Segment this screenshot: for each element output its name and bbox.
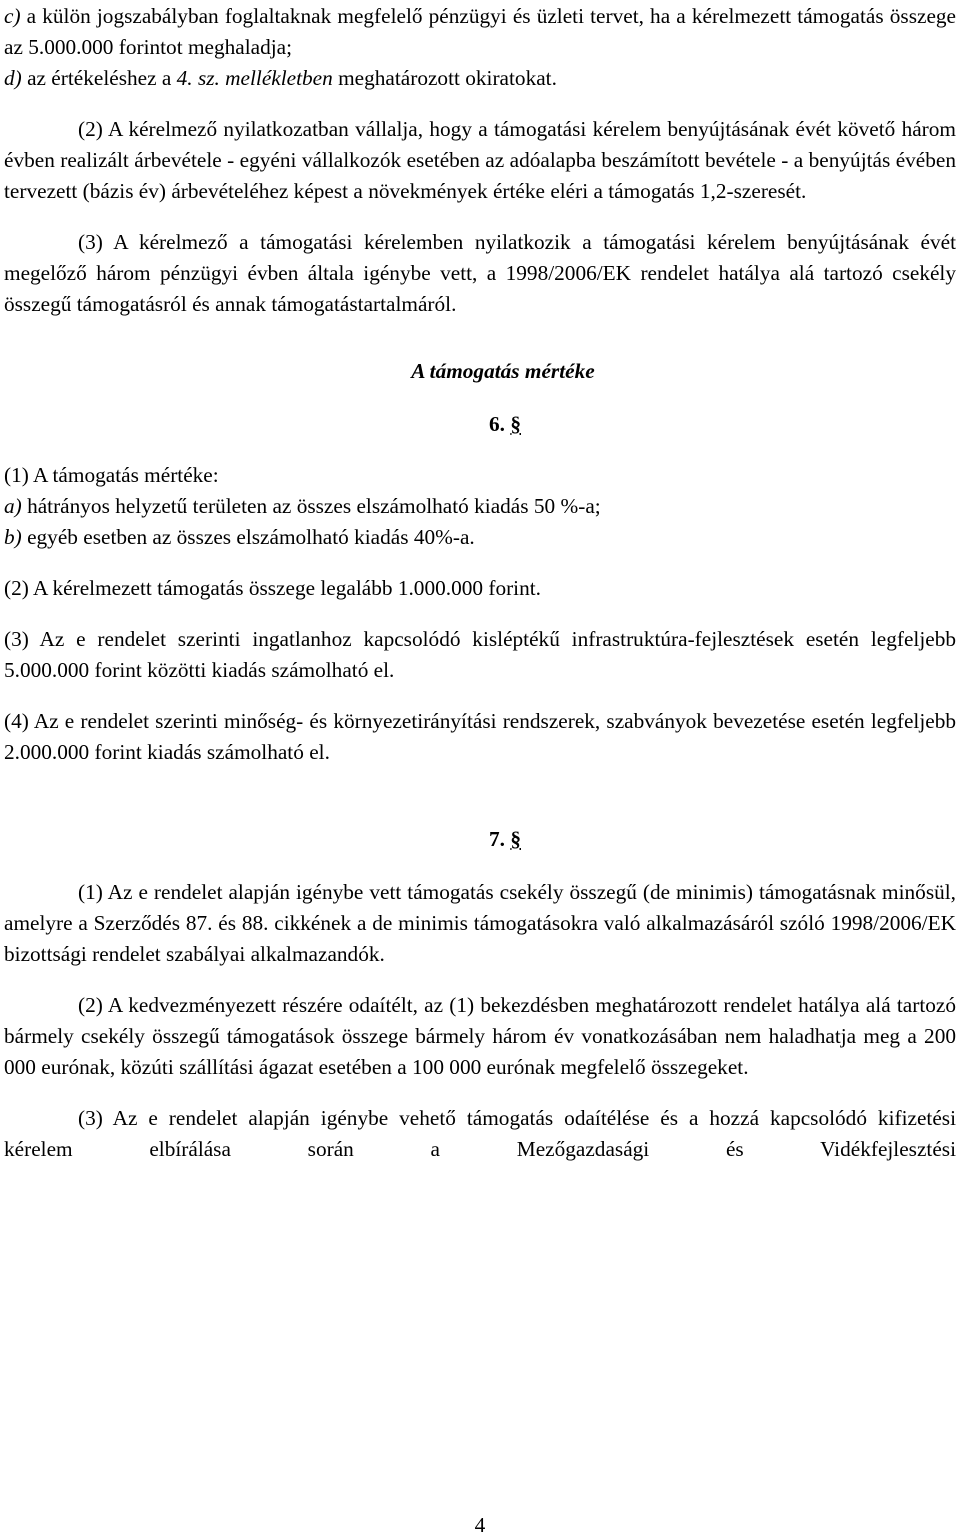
item-d-marker: d) — [4, 66, 22, 90]
section-7-title — [4, 824, 956, 855]
section-sign-icon: § — [510, 412, 521, 436]
document-page — [4, 0, 956, 1165]
section-heading: A támogatás mértéke — [411, 359, 595, 383]
paragraph-prev-2: (2) A kérelmező nyilatkozatban vállalja, hogy a támogatási kérelem benyújtásának évét követő három évben realizált árbevétele - egyéni vállalkozók esetében az adóalapba beszámított bevétele - a benyújtás évében tervezett (bázis év) árbevételéhez képest a növekmények értéke eléri a támogatás 1,2-szeresét. — [4, 117, 956, 203]
section-sign-icon: § — [510, 827, 521, 851]
section-6-title — [4, 409, 956, 440]
item-c-marker: c) — [4, 4, 21, 28]
section-6-number: 6. — [489, 412, 505, 436]
page-number: 4 — [474, 1513, 486, 1537]
section-6-paragraph-2: (2) A kérelmezett támogatás összege legalább 1.000.000 forint. — [4, 576, 541, 600]
section-6-paragraph-3: (3) Az e rendelet szerinti ingatlanhoz kapcsolódó kisléptékű infrastruktúra-fejlesztések esetén legfeljebb 5.000.000 forint közötti kiadás számolható el. — [4, 627, 956, 682]
section-6-item-b: b) egyéb esetben az összes elszámolható kiadás 40%-a. — [4, 525, 475, 549]
section-6-item-a: a) hátrányos helyzetű területen az összes elszámolható kiadás 50 %-a; — [4, 494, 601, 518]
section-6-paragraph-1: (1) A támogatás mértéke: — [4, 463, 219, 487]
paragraph-prev-3: (3) A kérelmező a támogatási kérelemben nyilatkozik a támogatási kérelem benyújtásának évét megelőző három pénzügyi évben általa igénybe vett, a 1998/2006/EK rendelet hatálya alá tartozó csekély összegű támogatásról és annak támogatástartalmáról. — [4, 230, 956, 316]
section-7-paragraph-2: (2) A kedvezményezett részére odaítélt, az (1) bekezdésben meghatározott rendelet hatálya alá tartozó bármely csekély összegű támogatások összege bármely három év vonatkozásában nem haladhatja meg a 200 000 eurónak, közúti szállítási ágazat esetében a 100 000 eurónak megfelelő összegeket. — [4, 993, 956, 1079]
section-6-paragraph-4: (4) Az e rendelet szerinti minőség- és környezetirányítási rendszerek, szabványok bevezetése esetén legfeljebb 2.000.000 forint kiadás számolható el. — [4, 709, 956, 764]
item-c — [4, 1, 956, 63]
section-7-number: 7. — [489, 827, 505, 851]
item-c-text: a külön jogszabályban foglaltaknak megfelelő pénzügyi és üzleti tervet, ha a kérelmezett támogatás összege az 5.000.000 forintot meghaladja; — [4, 4, 956, 59]
item-d-reference: 4. sz. mellékletben — [176, 66, 333, 90]
section-7-paragraph-3: (3) Az e rendelet alapján igénybe vehető támogatás odaítélése és a hozzá kapcsolódó kifizetési kérelem elbírálása során a Mezőgazdasági és Vidékfejlesztési — [4, 1106, 956, 1161]
item-d: d) az értékeléshez a 4. sz. mellékletben meghatározott okiratokat. — [4, 66, 557, 90]
section-7-paragraph-1: (1) Az e rendelet alapján igénybe vett támogatás csekély összegű (de minimis) támogatásnak minősül, amelyre a Szerződés 87. és 88. cikkének a de minimis támogatásokra való alkalmazásáról szóló 1998/2006/EK bizottsági rendelet szabályai alkalmazandók. — [4, 880, 956, 966]
